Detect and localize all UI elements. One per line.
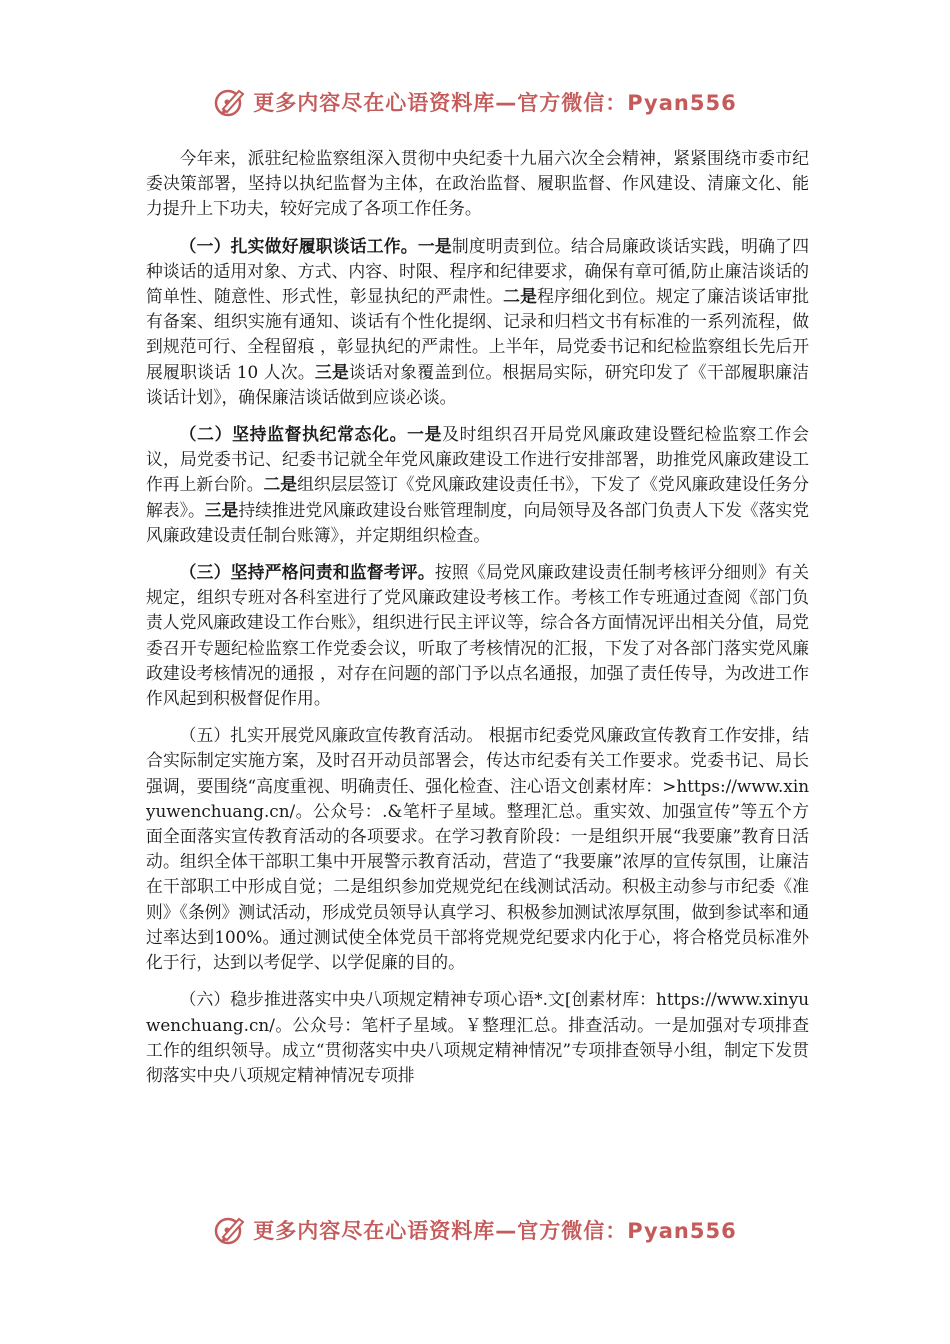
- watermark-text: 更多内容尽在心语资料库—官方微信：Pyan556: [253, 1219, 737, 1243]
- section-1-text-3: 谈话对象覆盖到位。根据局实际，研究印发了《干部履职廉洁谈话计划》，确保廉洁谈话做到应谈必谈。: [146, 361, 809, 407]
- section-2-heading: （二）坚持监督执纪常态化。: [179, 424, 408, 445]
- section-3-heading: （三）坚持严格问责和监督考评。: [179, 562, 435, 583]
- section-1-text-1: 制度明责到位。结合局廉政谈话实践，明确了四种谈话的适用对象、方式、内容、时限、程序和纪律要求，确保有章可循,防止廉洁谈话的简单性、随意性、形式性，彰显执纪的严肃性。: [146, 235, 809, 307]
- section-6-paragraph: （六）稳步推进落实中央八项规定精神专项心语*.文[创素材库：https://www.xinyuwenchuang.cn/。公众号：笔杆子星域。￥整理汇总。排查活动。一是加强对专项排查工作的组织领导。成立“贯彻落实中央八项规定精神情况”专项排查领导小组，制定下发贯彻落实中央八项规定精神情况专项排: [146, 989, 809, 1085]
- section-2-keyword-3: 三是: [204, 499, 239, 520]
- section-1-keyword-2: 二是: [503, 286, 538, 307]
- section-1-text-2: 程序细化到位。规定了廉洁谈话审批有备案、组织实施有通知、谈话有个性化提纲、记录和归档文书有标准的一系列流程，做到规范可行、全程留痕 ，彰显执纪的严肃性。上半年，局党委书记和纪检监察组长先后开展履职谈话 10 人次。: [146, 286, 809, 382]
- section-5-paragraph: （五）扎实开展党风廉政宣传教育活动。 根据市纪委党风廉政宣传教育工作安排，结合实际制定实施方案，及时召开动员部署会，传达市纪委有关工作要求。党委书记、局长强调，要围绕“高度重视、明确责任、强化检查、注心语文创素材库：>https://www.xinyuwenchuang.cn/。公众号：.&笔杆子星域。整理汇总。重实效、加强宣传”等五个方面全面落实宣传教育活动的各项要求。在学习教育阶段：一是组织开展“我要廉”教育日活动。组织全体干部职工集中开展警示教育活动，营造了“我要廉”浓厚的宣传氛围，让廉洁在干部职工中形成自觉；二是组织参加党规党纪在线测试活动。积极主动参与市纪委《准则》《条例》测试活动，形成党员领导认真学习、积极参加测试浓厚氛围，做到参试率和通过率达到100%。通过测试使全体党员干部将党规党纪要求内化于心，将合格党员标准外化于行，达到以考促学、以学促廉的目的。: [146, 725, 809, 973]
- watermark-text: 更多内容尽在心语资料库—官方微信：Pyan556: [253, 91, 737, 115]
- section-2-text-1: 及时组织召开局党风廉政建设暨纪检监察工作会议，局党委书记、纪委书记就全年党风廉政建设工作进行安排部署，助推党风廉政建设工作再上新台阶。: [146, 424, 809, 495]
- section-3-text: 按照《局党风廉政建设责任制考核评分细则》有关规定，组织专班对各科室进行了党风廉政建设考核工作。考核工作专班通过查阅《部门负责人党风廉政建设工作台账》，组织进行民主评议等，综合各方面情况评出相关分值，局党委召开专题纪检监察工作党委会议，听取了考核情况的汇报，下发了对各部门落实党风廉政建设考核情况的通报 ，对存在问题的部门予以点名通报，加强了责任传导，为改进工作作风起到积极督促作用。: [146, 562, 809, 709]
- section-2-text-2: 组织层层签订《党风廉政建设责任书》，下发了《党风廉政建设任务分解表》。: [146, 474, 809, 520]
- pen-logo-icon: [213, 85, 247, 119]
- section-2-paragraph: [146, 422, 809, 548]
- document-body: [146, 146, 809, 1100]
- section-1-keyword-3: 三是: [314, 361, 350, 382]
- section-1-heading: （一）扎实做好履职谈话工作。: [179, 235, 418, 256]
- section-2-keyword-1: 一是: [407, 424, 443, 445]
- section-3-paragraph: [146, 560, 809, 711]
- footer-watermark-banner: [0, 1208, 950, 1252]
- section-1-paragraph: [146, 234, 809, 410]
- intro-paragraph: 今年来，派驻纪检监察组深入贯彻中央纪委十九届六次全会精神，紧紧围绕市委市纪委决策部署，坚持以执纪监督为主体，在政治监督、履职监督、作风建设、清廉文化、能力提升上下功夫，较好完成了各项工作任务。: [146, 148, 809, 219]
- section-1-keyword-1: 一是: [417, 235, 452, 256]
- section-2-keyword-2: 二是: [263, 474, 298, 495]
- header-watermark-banner: [0, 80, 950, 124]
- section-2-text-3: 持续推进党风廉政建设台账管理制度，向局领导及各部门负责人下发《落实党风廉政建设责任制台账簿》，并定期组织检查。: [146, 499, 809, 545]
- pen-logo-icon: [213, 1213, 247, 1247]
